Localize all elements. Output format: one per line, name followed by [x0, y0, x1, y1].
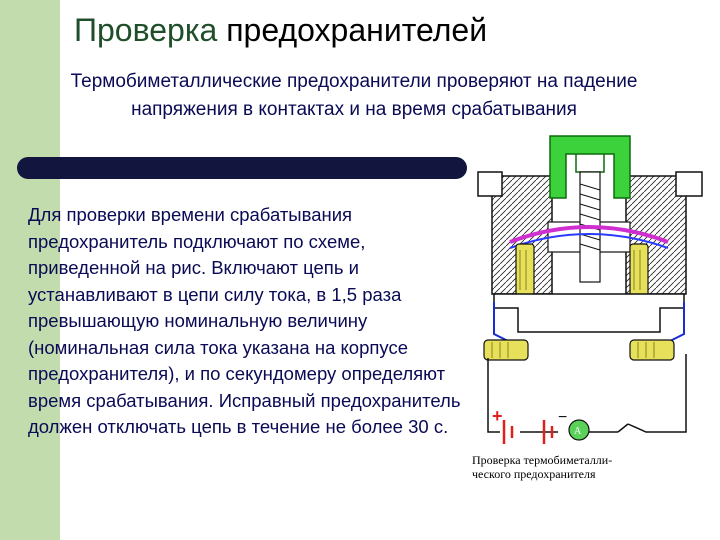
- switch-icon: [618, 424, 628, 432]
- title-highlight: Проверка: [74, 12, 218, 48]
- caption-line-2: ческого предохранителя: [472, 467, 596, 481]
- ammeter-label: A: [574, 426, 582, 437]
- test-circuit: [488, 354, 686, 432]
- title-rest: предохранителей: [217, 12, 488, 48]
- plus-sign: +: [492, 406, 503, 426]
- terminal-screws-horizontal: [484, 340, 674, 360]
- title-divider: [17, 157, 467, 179]
- fuse-base: [494, 294, 684, 332]
- slide-title: [74, 10, 634, 50]
- slide-subtitle: Термобиметаллические предохранители проверяют на падение напряжения в контактах и на время срабатывания: [70, 71, 638, 120]
- caption-line-1: Проверка термобиметалли-: [472, 453, 613, 467]
- ammeter-icon: [569, 420, 589, 440]
- body-paragraph: Для проверки времени срабатывания предохранитель подключают по схеме, приведенной на рис. Включают цепь и устанавливают в цепи силу тока, в 1,5 раза превышающую номинальную величину (номинальная сила тока указана на корпусе предохранителя), и по секундомеру определяют время срабатывания. Исправный предохранитель должен отключать цепь в течение не более 30 с.: [28, 204, 461, 437]
- fuse-test-diagram: [458, 132, 720, 482]
- minus-sign: −: [558, 409, 568, 426]
- figure-caption: [472, 453, 712, 481]
